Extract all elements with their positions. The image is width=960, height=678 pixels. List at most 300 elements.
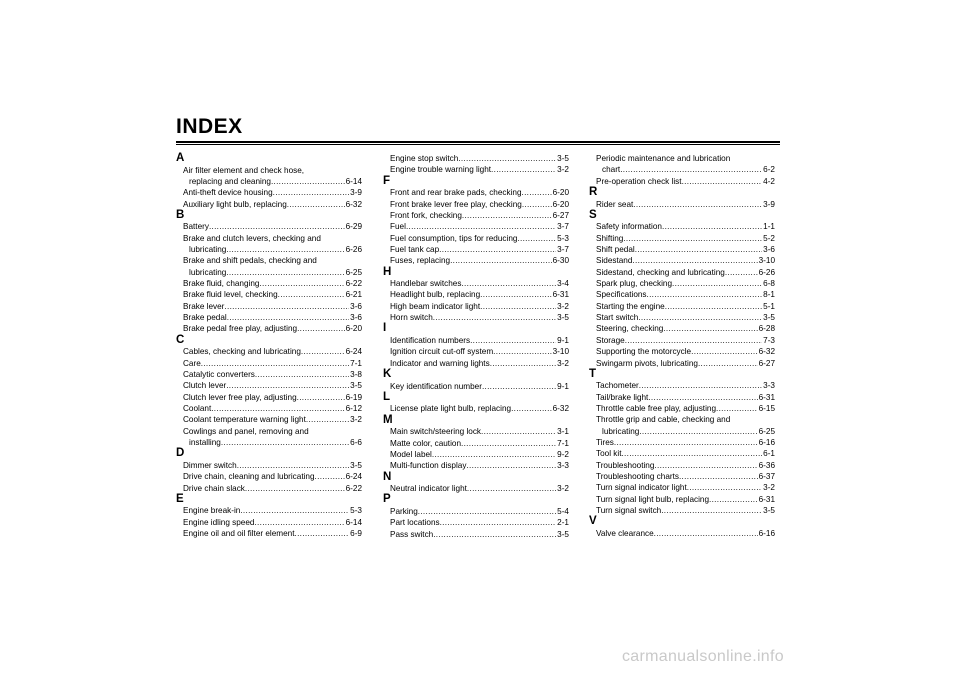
index-entry-text: Start switch bbox=[596, 313, 639, 323]
index-entry-text: Turn signal indicator light bbox=[596, 483, 687, 493]
index-entry bbox=[390, 301, 569, 312]
index-page-number: 3-5 bbox=[763, 313, 775, 323]
index-entry-text: Ignition circuit cut-off system bbox=[390, 347, 494, 357]
index-page-number: 5-3 bbox=[350, 506, 362, 516]
leader-dots bbox=[682, 176, 763, 187]
index-entry-text: Shift pedal bbox=[596, 245, 635, 255]
index-entry-text: replacing and cleaning bbox=[189, 176, 271, 186]
index-entry bbox=[183, 380, 362, 391]
leader-dots bbox=[458, 153, 556, 164]
leader-dots bbox=[639, 426, 757, 437]
leader-dots bbox=[638, 312, 762, 323]
index-entry-text: Engine break-in bbox=[183, 506, 241, 516]
index-entry bbox=[183, 301, 362, 312]
index-entry-text: Neutral indicator light bbox=[390, 484, 467, 494]
leader-dots bbox=[315, 471, 345, 482]
index-entry bbox=[596, 153, 775, 176]
index-page-number: 3-5 bbox=[557, 154, 569, 163]
index-page-number: 6-21 bbox=[345, 290, 362, 300]
leader-dots bbox=[226, 244, 344, 255]
index-letter-heading: T bbox=[589, 367, 597, 380]
index-entry-text: Multi-function display bbox=[390, 461, 467, 471]
index-page-number: 4-2 bbox=[763, 176, 775, 186]
index-page-number: 6-29 bbox=[345, 222, 362, 232]
index-entry-text: Fuel tank cap bbox=[390, 244, 440, 254]
index-page-number: 6-14 bbox=[345, 176, 362, 186]
leader-dots bbox=[482, 381, 556, 392]
index-entry-text: Key identification number bbox=[390, 381, 482, 391]
index-entry bbox=[390, 335, 569, 346]
index-entry bbox=[183, 528, 362, 539]
index-page-number: 6-24 bbox=[345, 347, 362, 357]
index-entry-text: Clutch lever bbox=[183, 381, 227, 391]
index-page-number: 3-5 bbox=[763, 506, 775, 516]
leader-dots bbox=[259, 278, 344, 289]
leader-dots bbox=[297, 392, 345, 403]
leader-dots bbox=[522, 199, 552, 210]
index-entry bbox=[596, 199, 775, 210]
index-entry bbox=[183, 289, 362, 300]
index-entry-text: Coolant temperature warning light bbox=[183, 415, 306, 425]
index-entry-text: Coolant bbox=[183, 404, 212, 414]
index-page-number: 6-25 bbox=[758, 426, 775, 436]
index-entry-text: Cables, checking and lubricating bbox=[183, 347, 301, 357]
leader-dots bbox=[511, 403, 552, 414]
index-letter-heading: E bbox=[176, 492, 184, 505]
index-page-number: 6-31 bbox=[758, 494, 775, 504]
index-column-3 bbox=[589, 153, 775, 539]
leader-dots bbox=[227, 312, 349, 323]
index-entry bbox=[183, 517, 362, 528]
index-page-number: 6-20 bbox=[552, 199, 569, 209]
index-page-number: 6-31 bbox=[758, 392, 775, 402]
index-page-number: 6-19 bbox=[345, 392, 362, 402]
index-page-number: 3-6 bbox=[763, 245, 775, 255]
leader-dots bbox=[716, 403, 758, 414]
index-page-number: 7-1 bbox=[350, 358, 362, 368]
index-entry-text: Turn signal switch bbox=[596, 506, 662, 516]
index-page-number: 7-3 bbox=[763, 335, 775, 345]
index-page-number: 5-4 bbox=[557, 506, 569, 516]
leader-dots bbox=[687, 482, 762, 493]
leader-dots bbox=[439, 244, 556, 255]
index-entry-text: installing bbox=[189, 438, 221, 448]
index-entry bbox=[390, 210, 569, 221]
leader-dots bbox=[237, 460, 349, 471]
leader-dots bbox=[418, 506, 556, 517]
index-entry bbox=[183, 471, 362, 482]
index-entry-text: Matte color, caution bbox=[390, 438, 461, 448]
index-entry bbox=[390, 529, 569, 540]
index-entry-text: Drive chain slack bbox=[183, 483, 245, 493]
index-entry bbox=[390, 289, 569, 300]
index-page-number: 6-6 bbox=[350, 438, 362, 448]
index-page-number: 3-3 bbox=[557, 461, 569, 471]
leader-dots bbox=[698, 358, 758, 369]
index-letter-heading: N bbox=[383, 470, 392, 483]
index-page-number: 6-22 bbox=[345, 483, 362, 493]
index-entry-text: Tires bbox=[596, 438, 614, 448]
index-entry bbox=[390, 255, 569, 266]
index-entry bbox=[390, 506, 569, 517]
index-letter-heading: C bbox=[176, 333, 185, 346]
leader-dots bbox=[295, 528, 350, 539]
leader-dots bbox=[301, 346, 345, 357]
index-entry bbox=[596, 278, 775, 289]
leader-dots bbox=[679, 471, 758, 482]
index-entry-text: Tachometer bbox=[596, 381, 639, 391]
index-page-number: 6-24 bbox=[345, 472, 362, 482]
index-entry bbox=[183, 483, 362, 494]
leader-dots bbox=[672, 278, 762, 289]
index-page-number: 5-2 bbox=[763, 233, 775, 243]
index-entry-text: Part locations bbox=[390, 518, 440, 528]
index-page-number: 3-9 bbox=[763, 199, 775, 209]
leader-dots bbox=[254, 517, 344, 528]
index-page-number: 3-9 bbox=[350, 188, 362, 198]
index-page-number: 9-2 bbox=[557, 449, 569, 459]
index-entry bbox=[183, 278, 362, 289]
index-entry-text: Troubleshooting bbox=[596, 460, 655, 470]
index-entry bbox=[183, 346, 362, 357]
index-entry-text: Starting the engine bbox=[596, 301, 665, 311]
leader-dots bbox=[647, 289, 763, 300]
index-entry-text: Storage bbox=[596, 335, 625, 345]
leader-dots bbox=[639, 380, 762, 391]
index-entry-text: Catalytic converters bbox=[183, 370, 255, 379]
index-page-number: 3-2 bbox=[557, 484, 569, 494]
index-entry bbox=[183, 414, 362, 425]
index-entry-text: Front brake lever free play, checking bbox=[390, 199, 522, 209]
index-entry bbox=[596, 358, 775, 369]
index-entry bbox=[390, 460, 569, 471]
index-entry-text: Fuel consumption, tips for reducing bbox=[390, 233, 518, 243]
index-entry bbox=[596, 414, 775, 437]
index-entry bbox=[390, 517, 569, 528]
index-entry-text: Shifting bbox=[596, 233, 624, 243]
index-entry bbox=[390, 426, 569, 437]
index-page-number: 3-2 bbox=[350, 415, 362, 425]
index-page-number: 6-12 bbox=[345, 404, 362, 414]
leader-dots bbox=[491, 164, 556, 175]
index-page-number: 3-7 bbox=[557, 222, 569, 232]
index-page-number: 3-4 bbox=[557, 279, 569, 289]
index-letter-heading: H bbox=[383, 265, 392, 278]
index-page-number: 3-5 bbox=[350, 460, 362, 470]
leader-dots bbox=[661, 505, 762, 516]
leader-dots bbox=[433, 529, 556, 540]
index-entry-text: Engine trouble warning light bbox=[390, 165, 492, 175]
index-letter-heading: D bbox=[176, 447, 185, 460]
index-entry bbox=[390, 358, 569, 369]
leader-dots bbox=[271, 176, 345, 187]
leader-dots bbox=[709, 494, 758, 505]
index-entry bbox=[596, 471, 775, 482]
leader-dots bbox=[224, 301, 349, 312]
index-page-number: 3-7 bbox=[557, 244, 569, 254]
index-page-number: 8-1 bbox=[763, 290, 775, 300]
index-entry bbox=[596, 528, 775, 539]
watermark: carmanualsonline.info bbox=[622, 648, 784, 665]
index-entry-text: Cowlings and panel, removing and bbox=[183, 426, 309, 436]
index-page-number: 6-32 bbox=[758, 347, 775, 357]
index-page-number: 3-6 bbox=[350, 313, 362, 323]
leader-dots bbox=[633, 199, 762, 210]
index-page-number: 6-8 bbox=[763, 279, 775, 289]
index-letter-heading: R bbox=[589, 186, 598, 199]
leader-dots bbox=[620, 164, 762, 175]
index-entry-text: Anti-theft device housing bbox=[183, 188, 273, 198]
index-page-number: 5-3 bbox=[557, 233, 569, 243]
index-entry-text: Auxiliary light bulb, replacing bbox=[183, 199, 287, 209]
leader-dots bbox=[493, 346, 551, 357]
index-entry-text: Brake pedal free play, adjusting bbox=[183, 324, 298, 334]
leader-dots bbox=[522, 187, 552, 198]
index-entry-text: Parking bbox=[390, 506, 418, 516]
index-entry-text: Throttle grip and cable, checking and bbox=[596, 415, 731, 425]
index-entry bbox=[183, 165, 362, 188]
index-page-number: 3-5 bbox=[350, 381, 362, 391]
leader-dots bbox=[725, 267, 758, 278]
index-entry-text: Main switch/steering lock bbox=[390, 427, 482, 437]
leader-dots bbox=[278, 289, 345, 300]
leader-dots bbox=[406, 221, 556, 232]
index-page-number: 6-28 bbox=[758, 324, 775, 334]
index-entry-text: Dimmer switch bbox=[183, 460, 237, 470]
index-entry bbox=[596, 482, 775, 493]
index-page-number: 9-1 bbox=[557, 381, 569, 391]
index-entry-text: Indicator and warning lights bbox=[390, 358, 490, 368]
index-entry-text: Identification numbers bbox=[390, 335, 471, 345]
index-page-number: 5-1 bbox=[763, 301, 775, 311]
index-entry-text: Brake fluid level, checking bbox=[183, 290, 278, 300]
index-entry-text: Pre-operation check list bbox=[596, 176, 682, 186]
index-entry bbox=[183, 403, 362, 414]
leader-dots bbox=[517, 233, 556, 244]
index-page-number: 6-26 bbox=[345, 245, 362, 255]
leader-dots bbox=[440, 517, 557, 528]
leader-dots bbox=[297, 323, 345, 334]
leader-dots bbox=[480, 301, 556, 312]
leader-dots bbox=[481, 426, 556, 437]
index-entry-text: lubricating bbox=[189, 267, 227, 277]
index-page-number: 6-2 bbox=[763, 165, 775, 175]
index-entry-text: chart bbox=[602, 165, 621, 175]
index-entry bbox=[183, 233, 362, 256]
index-entry-text: Safety information bbox=[596, 222, 662, 232]
index-page-number: 3-5 bbox=[557, 313, 569, 323]
index-entry bbox=[596, 346, 775, 357]
index-entry-text: Spark plug, checking bbox=[596, 279, 673, 289]
index-entry-text: Headlight bulb, replacing bbox=[390, 290, 481, 300]
index-entry bbox=[596, 460, 775, 471]
leader-dots bbox=[450, 255, 552, 266]
index-page-number: 6-22 bbox=[345, 279, 362, 289]
index-page-number: 3-6 bbox=[350, 301, 362, 311]
index-page-number: 3-5 bbox=[557, 529, 569, 539]
index-entry-text: Clutch lever free play, adjusting bbox=[183, 392, 297, 402]
index-entry-text: Drive chain, cleaning and lubricating bbox=[183, 472, 315, 482]
index-entry-text: Turn signal light bulb, replacing bbox=[596, 494, 710, 504]
index-page-number: 6-37 bbox=[758, 472, 775, 482]
index-entry bbox=[390, 278, 569, 289]
index-entry-text: Air filter element and check hose, bbox=[183, 165, 305, 175]
index-entry bbox=[596, 437, 775, 448]
index-entry-text: Rider seat bbox=[596, 199, 634, 209]
index-page-number: 6-26 bbox=[758, 267, 775, 277]
index-page-number: 3-2 bbox=[763, 483, 775, 493]
index-entry bbox=[183, 426, 362, 449]
title-rule bbox=[176, 141, 780, 143]
index-entry bbox=[596, 233, 775, 244]
index-entry-text: Handlebar switches bbox=[390, 279, 462, 289]
leader-dots bbox=[467, 483, 556, 494]
leader-dots bbox=[691, 346, 757, 357]
index-page-number: 3-10 bbox=[758, 256, 775, 266]
index-entry-text: Valve clearance bbox=[596, 528, 654, 538]
index-entry bbox=[390, 381, 569, 392]
index-page-number: 3-8 bbox=[350, 370, 362, 379]
index-entry bbox=[390, 483, 569, 494]
page-title: INDEX bbox=[176, 115, 243, 138]
index-entry bbox=[390, 164, 569, 175]
index-entry-text: Swingarm pivots, lubricating bbox=[596, 358, 698, 368]
index-entry-text: Brake and shift pedals, checking and bbox=[183, 256, 317, 266]
index-entry-text: Horn switch bbox=[390, 313, 433, 323]
index-entry bbox=[390, 312, 569, 323]
index-page-number: 6-1 bbox=[763, 449, 775, 459]
index-letter-heading: A bbox=[176, 152, 185, 164]
index-page-number: 6-15 bbox=[758, 404, 775, 414]
index-entry-text: Brake pedal bbox=[183, 313, 227, 323]
leader-dots bbox=[226, 380, 349, 391]
index-entry bbox=[390, 346, 569, 357]
index-entry bbox=[596, 301, 775, 312]
leader-dots bbox=[623, 233, 762, 244]
index-page-number: 3-1 bbox=[557, 427, 569, 437]
leader-dots bbox=[663, 323, 757, 334]
index-entry bbox=[183, 323, 362, 334]
index-page-number: 6-32 bbox=[552, 404, 569, 414]
index-entry bbox=[390, 199, 569, 210]
index-entry-text: lubricating bbox=[602, 426, 640, 436]
leader-dots bbox=[221, 437, 349, 448]
index-page-number: 6-31 bbox=[552, 290, 569, 300]
index-entry-text: Fuel bbox=[390, 222, 406, 232]
index-entry bbox=[183, 392, 362, 403]
index-entry-text: Battery bbox=[183, 222, 209, 232]
leader-dots bbox=[201, 358, 349, 369]
index-page-number: 3-2 bbox=[557, 301, 569, 311]
index-letter-heading: B bbox=[176, 208, 185, 221]
index-entry bbox=[596, 323, 775, 334]
title-rule-thin bbox=[176, 144, 780, 145]
index-page-number: 6-16 bbox=[758, 438, 775, 448]
leader-dots bbox=[306, 414, 349, 425]
index-entry bbox=[390, 244, 569, 255]
index-page-number: 7-1 bbox=[557, 438, 569, 448]
index-entry bbox=[183, 358, 362, 369]
index-entry bbox=[390, 153, 569, 164]
index-entry bbox=[596, 448, 775, 459]
index-entry-text: Care bbox=[183, 358, 201, 368]
index-page-number: 6-27 bbox=[758, 358, 775, 368]
index-entry bbox=[596, 176, 775, 187]
index-entry bbox=[183, 221, 362, 232]
index-entry bbox=[390, 403, 569, 414]
index-page-number: 6-20 bbox=[552, 188, 569, 198]
index-entry-text: Front fork, checking bbox=[390, 210, 462, 220]
leader-dots bbox=[466, 460, 556, 471]
index-letter-heading: V bbox=[589, 515, 597, 528]
index-page-number: 6-14 bbox=[345, 517, 362, 527]
index-page-number: 6-25 bbox=[345, 267, 362, 277]
index-page-number: 1-1 bbox=[763, 222, 775, 232]
leader-dots bbox=[625, 335, 762, 346]
leader-dots bbox=[635, 244, 762, 255]
index-entry-text: Pass switch bbox=[390, 529, 434, 539]
index-entry bbox=[390, 233, 569, 244]
index-entry-text: Periodic maintenance and lubrication bbox=[596, 154, 731, 163]
index-page-number: 6-16 bbox=[758, 528, 775, 538]
leader-dots bbox=[490, 358, 556, 369]
leader-dots bbox=[470, 335, 556, 346]
index-page-number: 6-9 bbox=[350, 529, 362, 539]
index-entry bbox=[183, 369, 362, 380]
index-entry bbox=[596, 403, 775, 414]
index-entry-text: High beam indicator light bbox=[390, 301, 481, 311]
index-entry bbox=[596, 335, 775, 346]
index-entry-text: Engine stop switch bbox=[390, 154, 459, 163]
index-entry-text: Front and rear brake pads, checking bbox=[390, 188, 522, 198]
index-entry bbox=[390, 449, 569, 460]
leader-dots bbox=[654, 460, 757, 471]
leader-dots bbox=[226, 267, 344, 278]
index-letter-heading: L bbox=[383, 390, 391, 403]
leader-dots bbox=[614, 437, 758, 448]
index-entry-text: Throttle cable free play, adjusting bbox=[596, 404, 716, 414]
index-entry-text: Sidestand bbox=[596, 256, 633, 266]
index-entry-text: Model label bbox=[390, 449, 432, 459]
leader-dots bbox=[662, 221, 762, 232]
leader-dots bbox=[255, 369, 349, 380]
index-letter-heading: F bbox=[383, 174, 391, 187]
leader-dots bbox=[461, 438, 556, 449]
index-entry bbox=[596, 221, 775, 232]
index-entry bbox=[390, 438, 569, 449]
index-entry bbox=[596, 255, 775, 266]
index-entry-text: Brake fluid, changing bbox=[183, 279, 260, 289]
leader-dots bbox=[621, 448, 762, 459]
index-entry bbox=[596, 289, 775, 300]
index-page-number: 6-20 bbox=[345, 324, 362, 334]
index-entry-text: Tool kit bbox=[596, 449, 622, 459]
leader-dots bbox=[240, 505, 349, 516]
index-entry bbox=[183, 187, 362, 198]
index-entry-text: Engine oil and oil filter element bbox=[183, 529, 295, 539]
index-page-number: 3-2 bbox=[557, 165, 569, 175]
index-page-number: 9-1 bbox=[557, 335, 569, 345]
index-page-number: 2-1 bbox=[557, 518, 569, 528]
index-entry-text: lubricating bbox=[189, 245, 227, 255]
leader-dots bbox=[632, 255, 757, 266]
leader-dots bbox=[665, 301, 762, 312]
index-entry-text: Tail/brake light bbox=[596, 392, 649, 402]
index-letter-heading: M bbox=[383, 413, 393, 426]
leader-dots bbox=[480, 289, 551, 300]
index-entry bbox=[183, 312, 362, 323]
index-entry-text: Engine idling speed bbox=[183, 517, 255, 527]
